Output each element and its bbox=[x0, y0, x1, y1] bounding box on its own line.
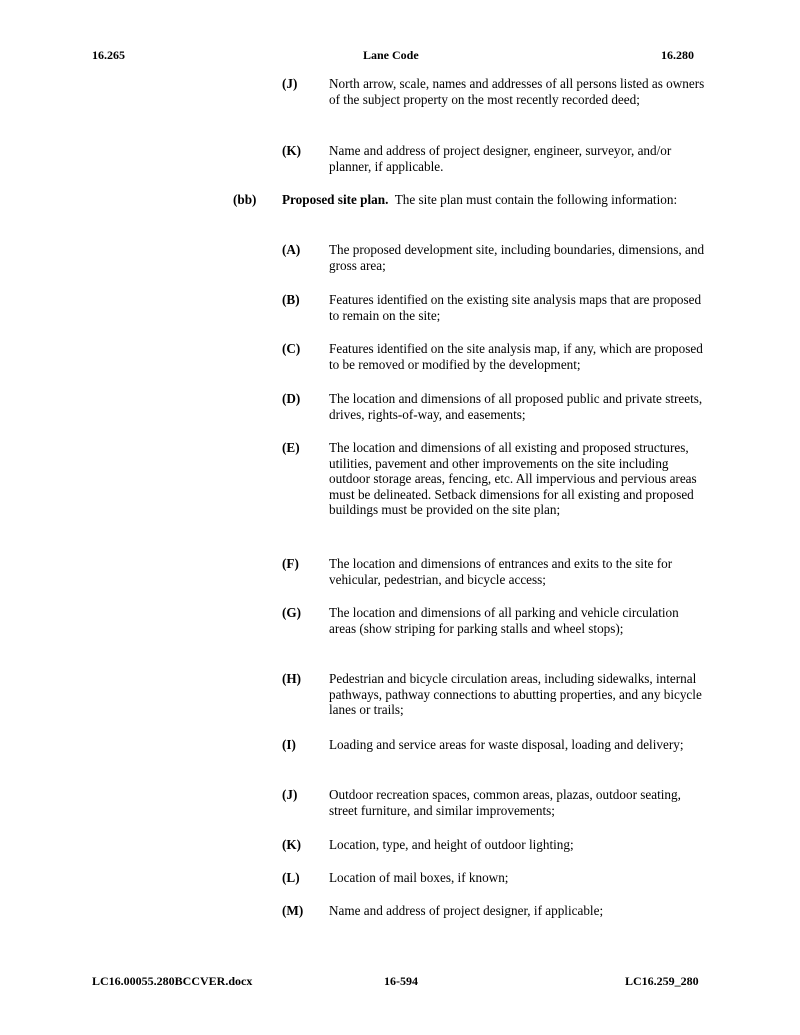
item-text: Features identified on the existing site analysis maps that are proposed to remain on the site; bbox=[329, 292, 702, 323]
item-label: (L) bbox=[282, 870, 300, 885]
item-label: (D) bbox=[282, 391, 301, 406]
header-section-end: 16.280 bbox=[661, 48, 694, 62]
item-text: The proposed development site, including boundaries, dimensions, and gross area; bbox=[329, 242, 705, 273]
footer-filename: LC16.00055.280BCCVER.docx bbox=[92, 974, 253, 988]
item-label: (H) bbox=[282, 671, 302, 686]
item-label: (E) bbox=[282, 440, 300, 455]
section-text bbox=[282, 192, 712, 208]
section-label: (bb) bbox=[233, 192, 257, 207]
item-text: Location, type, and height of outdoor lighting; bbox=[329, 837, 574, 852]
item-text: Loading and service areas for waste disposal, loading and delivery; bbox=[329, 737, 684, 752]
item-label: (J) bbox=[282, 787, 298, 802]
item-label: (M) bbox=[282, 903, 304, 918]
item-label: (C) bbox=[282, 341, 301, 356]
item-label: (G) bbox=[282, 605, 302, 620]
item-text: North arrow, scale, names and addresses of all persons listed as owners of the subject property on the most recently recorded deed; bbox=[329, 76, 705, 107]
item-text: Outdoor recreation spaces, common areas, plazas, outdoor seating, street furniture, and similar improvements; bbox=[329, 787, 681, 818]
item-text: The location and dimensions of entrances and exits to the site for vehicular, pedestrian, and bicycle access; bbox=[329, 556, 673, 587]
item-label: (K) bbox=[282, 143, 302, 158]
item-text: Pedestrian and bicycle circulation areas, including sidewalks, internal pathways, pathway connections to abutting properties, and any bicycle lanes or trails; bbox=[329, 671, 702, 718]
item-text: Name and address of project designer, if applicable; bbox=[329, 903, 604, 918]
item-label: (A) bbox=[282, 242, 301, 257]
item-text: Features identified on the site analysis map, if any, which are proposed to be removed or modified by the development; bbox=[329, 341, 703, 372]
item-text: The location and dimensions of all parking and vehicle circulation areas (show striping for parking stalls and wheel stops); bbox=[329, 605, 679, 636]
section-intro: The site plan must contain the following information: bbox=[388, 192, 678, 207]
item-text: The location and dimensions of all proposed public and private streets, drives, rights-of-way, and easements; bbox=[329, 391, 703, 422]
footer-page-number: 16-594 bbox=[384, 974, 418, 988]
item-text: Location of mail boxes, if known; bbox=[329, 870, 509, 885]
item-label: (J) bbox=[282, 76, 298, 91]
item-text: Name and address of project designer, engineer, surveyor, and/or planner, if applicable. bbox=[329, 143, 672, 174]
item-label: (B) bbox=[282, 292, 300, 307]
section-heading: Proposed site plan. bbox=[282, 192, 389, 207]
header-title: Lane Code bbox=[363, 48, 419, 62]
footer-reference: LC16.259_280 bbox=[625, 974, 699, 988]
header-section-start: 16.265 bbox=[92, 48, 125, 62]
item-text: The location and dimensions of all existing and proposed structures, utilities, pavement and other improvements on the site including outdoor storage areas, fencing, etc. All impervious and pervious areas must be delineated. Setback dimensions for all existing and proposed buildings must be provided on the site plan; bbox=[329, 440, 697, 518]
item-label: (F) bbox=[282, 556, 299, 571]
item-label: (K) bbox=[282, 837, 302, 852]
item-label: (I) bbox=[282, 737, 296, 752]
